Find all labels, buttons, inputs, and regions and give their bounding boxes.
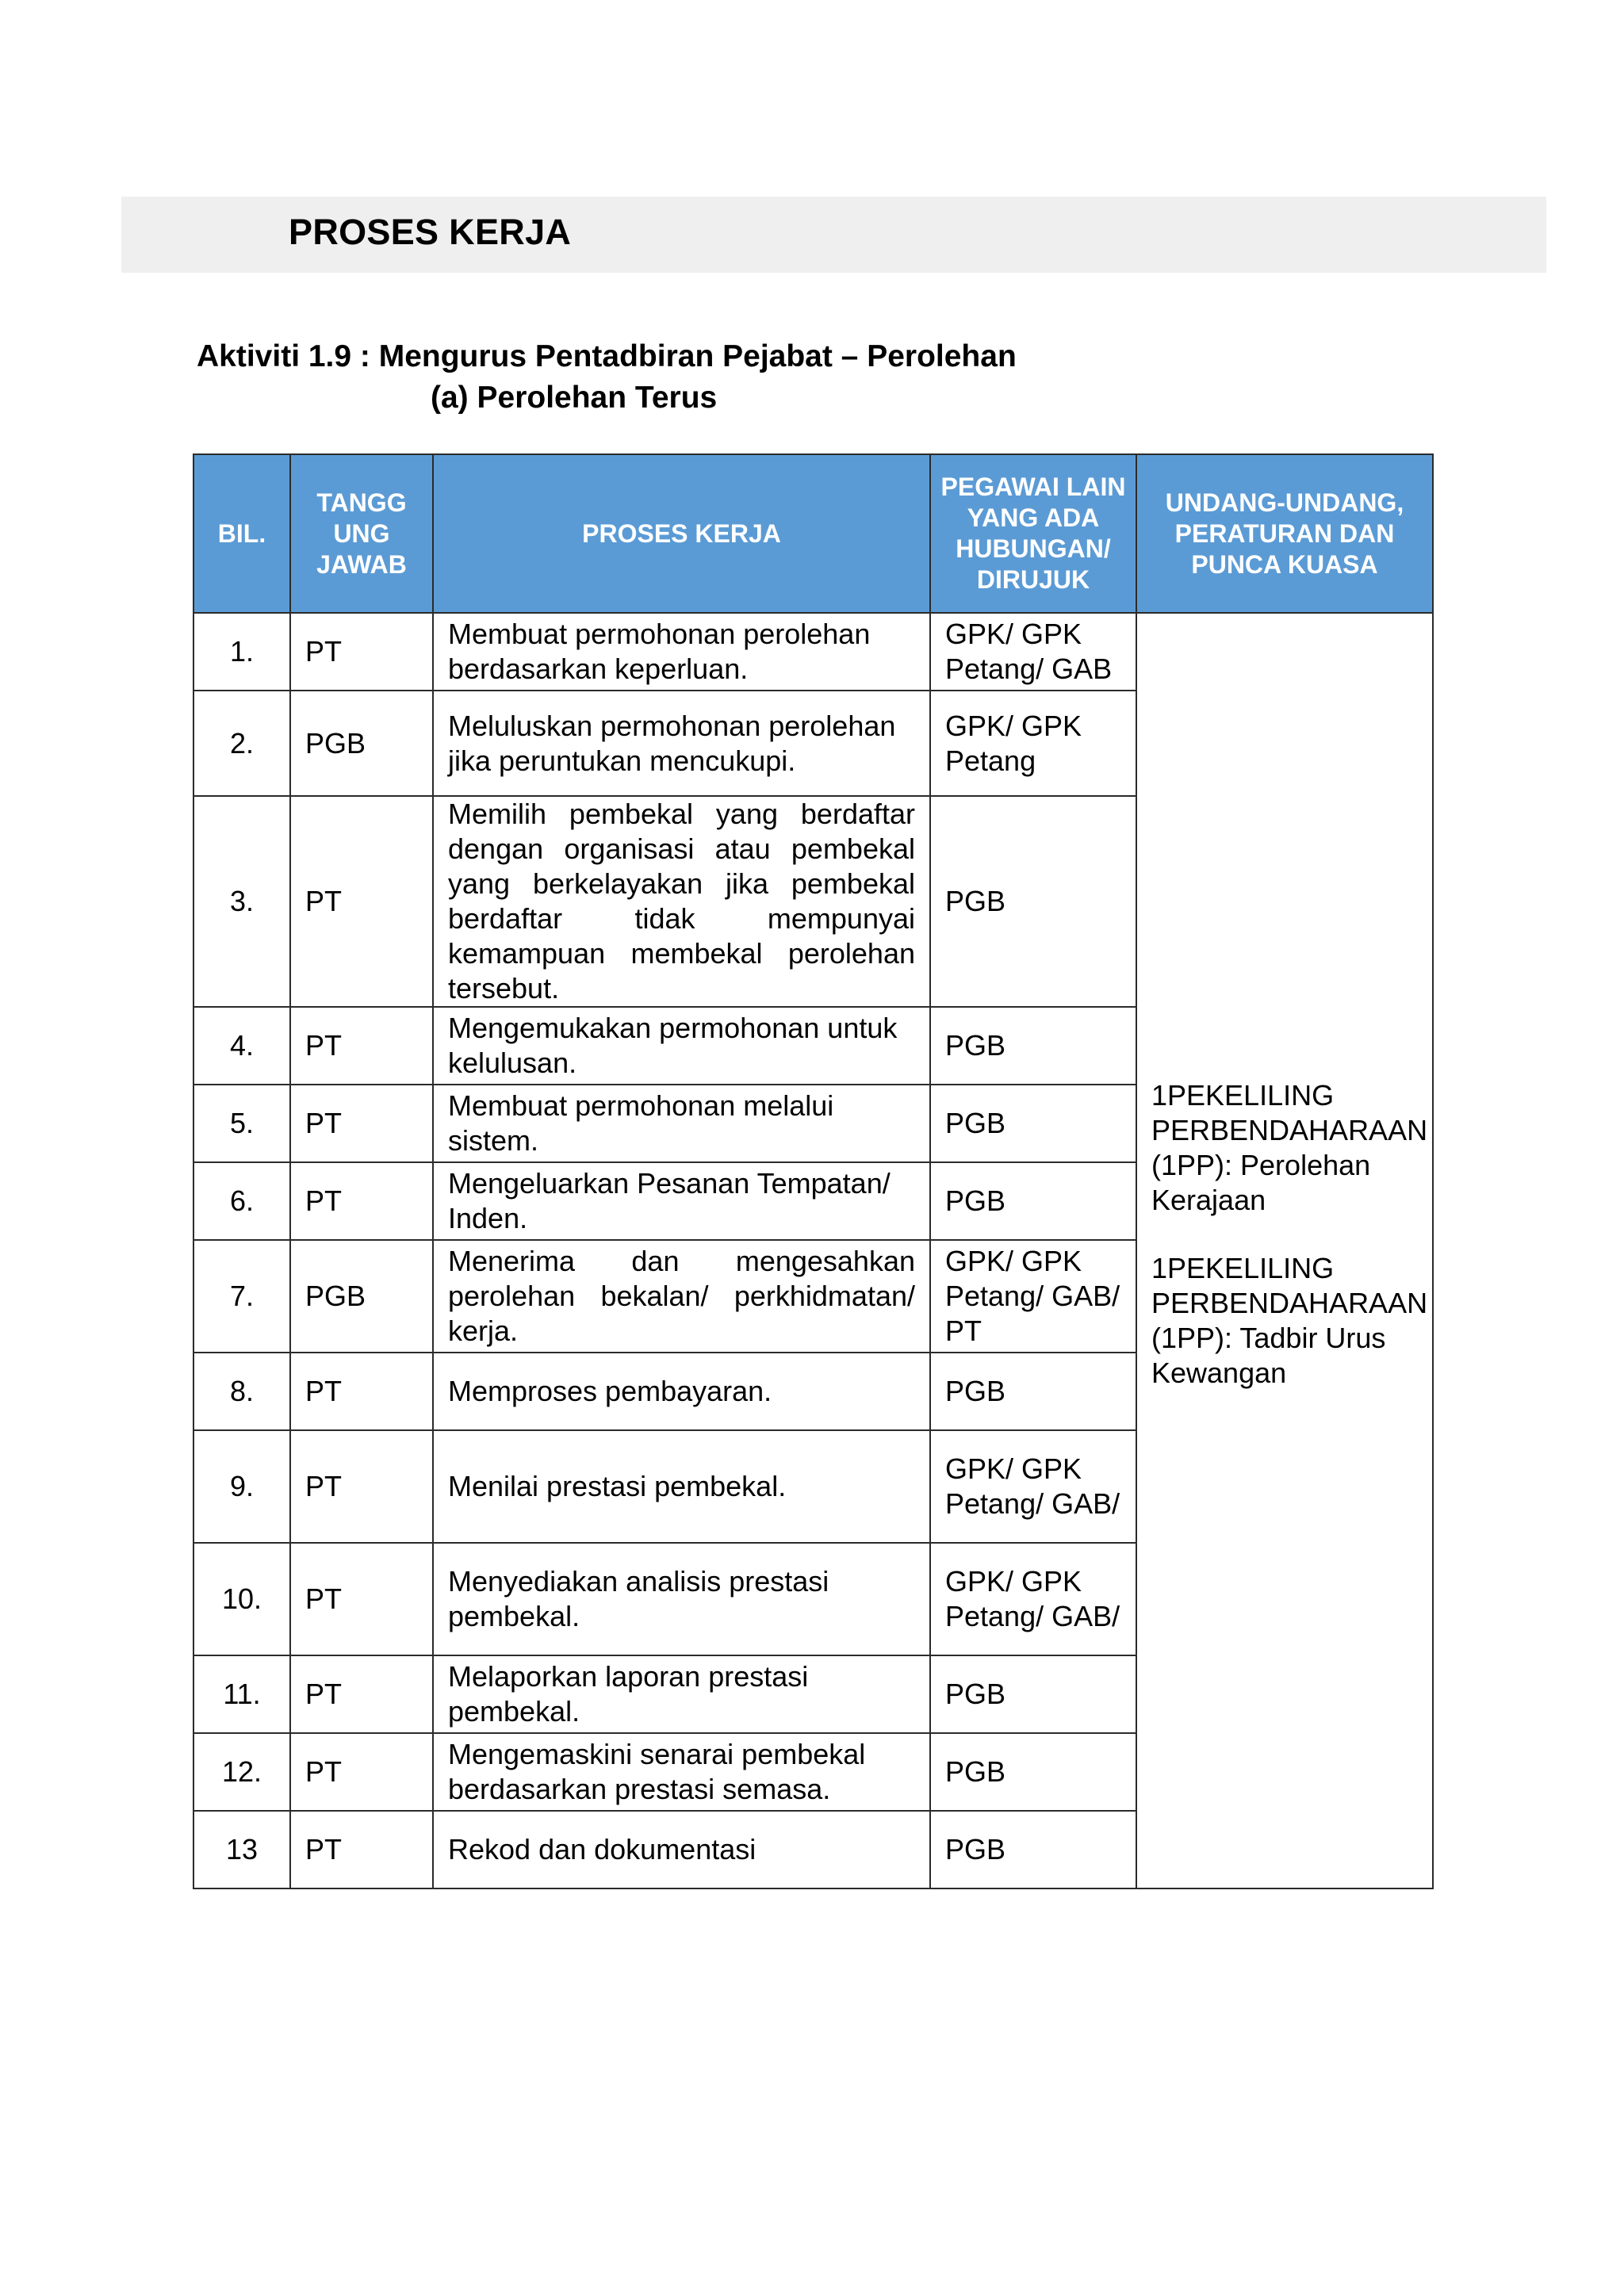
cell-proses: Menerima dan mengesahkan perolehan bekalan/ perkhidmatan/ kerja. <box>433 1240 930 1353</box>
cell-proses: Meluluskan permohonan perolehan jika peruntukan mencukupi. <box>433 691 930 796</box>
cell-pegawai: PGB <box>930 1733 1136 1811</box>
law-reference: 1PEKELILING PERBENDAHARAAN (1PP): Tadbir Urus Kewangan <box>1151 1251 1428 1389</box>
header-band <box>121 197 1546 273</box>
cell-pegawai: PGB <box>930 796 1136 1007</box>
activity-heading <box>197 336 1465 419</box>
header-tanggungjawab: TANGG UNG JAWAB <box>290 454 433 613</box>
cell-proses: Mengeluarkan Pesanan Tempatan/ Inden. <box>433 1162 930 1240</box>
cell-tanggungjawab: PT <box>290 1162 433 1240</box>
cell-pegawai: GPK/ GPK Petang/ GAB <box>930 613 1136 691</box>
cell-proses: Melaporkan laporan prestasi pembekal. <box>433 1655 930 1733</box>
cell-bil: 2. <box>193 691 290 796</box>
cell-proses: Menyediakan analisis prestasi pembekal. <box>433 1543 930 1655</box>
cell-proses: Rekod dan dokumentasi <box>433 1811 930 1888</box>
cell-bil: 10. <box>193 1543 290 1655</box>
cell-proses: Memproses pembayaran. <box>433 1353 930 1430</box>
law-reference: 1PEKELILING PERBENDAHARAAN (1PP): Perolehan Kerajaan <box>1151 1078 1428 1216</box>
cell-proses: Membuat permohonan perolehan berdasarkan keperluan. <box>433 613 930 691</box>
cell-pegawai: PGB <box>930 1655 1136 1733</box>
cell-bil: 13 <box>193 1811 290 1888</box>
table-row <box>193 613 1433 691</box>
header-undang-undang: UNDANG-UNDANG, PERATURAN DAN PUNCA KUASA <box>1136 454 1433 613</box>
cell-proses: Mengemukakan permohonan untuk kelulusan. <box>433 1007 930 1085</box>
activity-title: Aktiviti 1.9 : Mengurus Pentadbiran Pejabat – Perolehan <box>197 339 1017 373</box>
cell-bil: 7. <box>193 1240 290 1353</box>
cell-undang-undang <box>1136 613 1433 1888</box>
cell-pegawai: PGB <box>930 1007 1136 1085</box>
cell-bil: 4. <box>193 1007 290 1085</box>
cell-tanggungjawab: PT <box>290 796 433 1007</box>
cell-tanggungjawab: PT <box>290 1811 433 1888</box>
table-header-row <box>193 454 1433 613</box>
page-title: PROSES KERJA <box>289 212 572 252</box>
cell-bil: 9. <box>193 1430 290 1543</box>
cell-tanggungjawab: PT <box>290 1353 433 1430</box>
cell-tanggungjawab: PGB <box>290 1240 433 1353</box>
cell-bil: 3. <box>193 796 290 1007</box>
cell-proses: Membuat permohonan melalui sistem. <box>433 1085 930 1162</box>
cell-pegawai: PGB <box>930 1353 1136 1430</box>
cell-proses: Mengemaskini senarai pembekal berdasarkan prestasi semasa. <box>433 1733 930 1811</box>
cell-tanggungjawab: PT <box>290 1543 433 1655</box>
cell-proses: Menilai prestasi pembekal. <box>433 1430 930 1543</box>
cell-bil: 1. <box>193 613 290 691</box>
cell-tanggungjawab: PT <box>290 1430 433 1543</box>
cell-pegawai: PGB <box>930 1085 1136 1162</box>
header-bil: BIL. <box>193 454 290 613</box>
cell-proses: Memilih pembekal yang berdaftar dengan organisasi atau pembekal yang berkelayakan jika pembekal berdaftar tidak mempunyai kemampuan membekal perolehan tersebut. <box>433 796 930 1007</box>
cell-tanggungjawab: PT <box>290 1085 433 1162</box>
cell-pegawai: GPK/ GPK Petang/ GAB/ <box>930 1543 1136 1655</box>
cell-pegawai: GPK/ GPK Petang/ GAB/ PT <box>930 1240 1136 1353</box>
cell-tanggungjawab: PT <box>290 1733 433 1811</box>
header-pegawai: PEGAWAI LAIN YANG ADA HUBUNGAN/ DIRUJUK <box>930 454 1136 613</box>
cell-tanggungjawab: PT <box>290 1007 433 1085</box>
cell-pegawai: PGB <box>930 1811 1136 1888</box>
cell-tanggungjawab: PGB <box>290 691 433 796</box>
header-proses-kerja: PROSES KERJA <box>433 454 930 613</box>
cell-bil: 8. <box>193 1353 290 1430</box>
activity-subtitle: (a) Perolehan Terus <box>431 381 718 415</box>
process-table <box>193 453 1434 1889</box>
cell-pegawai: GPK/ GPK Petang <box>930 691 1136 796</box>
cell-pegawai: PGB <box>930 1162 1136 1240</box>
cell-tanggungjawab: PT <box>290 1655 433 1733</box>
cell-bil: 11. <box>193 1655 290 1733</box>
cell-bil: 12. <box>193 1733 290 1811</box>
cell-pegawai: GPK/ GPK Petang/ GAB/ <box>930 1430 1136 1543</box>
cell-bil: 6. <box>193 1162 290 1240</box>
cell-bil: 5. <box>193 1085 290 1162</box>
cell-tanggungjawab: PT <box>290 613 433 691</box>
